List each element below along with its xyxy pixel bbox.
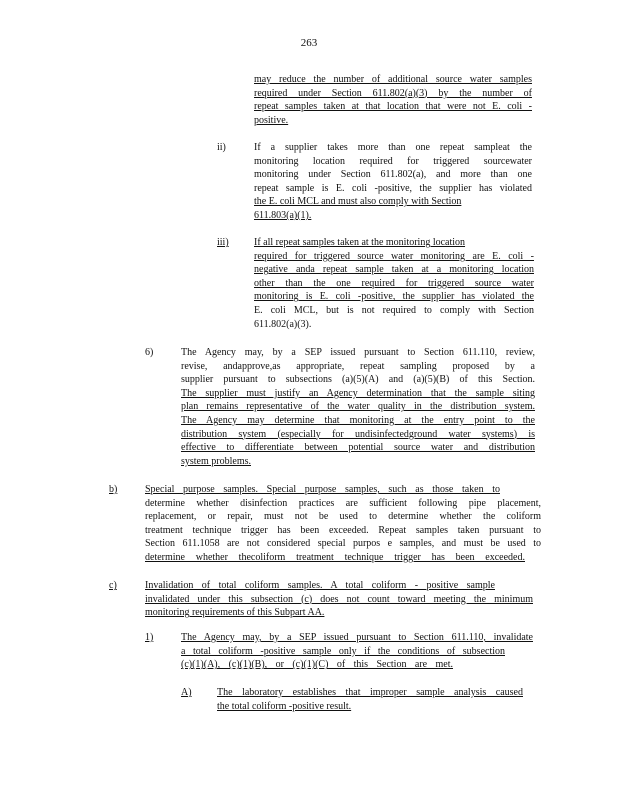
paragraph-6	[181, 346, 535, 468]
paragraph-A	[217, 686, 523, 713]
text-line: system problems.	[181, 455, 251, 467]
text-line: 611.803(a)(1).	[254, 209, 312, 221]
text-line: Invalidation of total coliform samples. A total coliform - positive sample	[145, 580, 495, 591]
paragraph-ii	[254, 141, 532, 223]
paragraph-continuation	[254, 73, 532, 127]
text-line: treatment technique trigger has been exceeded. Repeat samples taken pursuant to	[145, 524, 541, 536]
text-line: If a supplier takes more than one repeat sampleat the	[254, 142, 532, 153]
text-line: repeat samples taken at that location that were not E. coli -	[254, 101, 532, 113]
text-line: plan remains representative of the water quality in the distribution system.	[181, 401, 535, 413]
text-line: monitoring requirements of this Subpart AA.	[145, 607, 325, 619]
text-line: the E. coli MCL and must also comply with Section	[254, 196, 462, 208]
text-line: distribution system (especially for undisinfectedground water systems) is	[181, 428, 535, 440]
text-line: required under Section 611.802(a)(3) by the number of	[254, 87, 532, 99]
text-line: required for triggered source water monitoring are E. coli -	[254, 250, 534, 262]
paragraph-b	[145, 483, 541, 565]
text-line: determine whether thecoliform treatment technique trigger has been exceeded.	[145, 551, 525, 563]
text-line: repeat sample is E. coli -positive, the supplier has violated	[254, 182, 532, 194]
text-line: monitoring is E. coli -positive, the supplier has violated the	[254, 291, 534, 303]
text-line: Special purpose samples. Special purpose samples, such as those taken to	[145, 484, 500, 495]
list-marker: iii)	[217, 237, 229, 248]
text-line: effective to differentiate between potential source water and distribution	[181, 442, 535, 454]
text-line: negative anda repeat sample taken at a monitoring location	[254, 264, 534, 276]
text-line: 611.802(a)(3).	[254, 318, 312, 330]
text-line: monitoring under Section 611.802(a), and more than one	[254, 169, 532, 181]
page-number: 263	[300, 37, 318, 49]
text-line: replacement, or repair, must not be used to determine whether the coliform	[145, 511, 541, 523]
text-line: E. coli MCL, but is not required to comply with Section	[254, 304, 534, 316]
list-marker: c)	[109, 580, 117, 591]
paragraph-c	[145, 579, 533, 620]
text-line: The laboratory establishes that improper sample analysis caused	[217, 687, 523, 698]
text-line: The Agency may determine that monitoring at the entry point to the	[181, 414, 535, 426]
list-marker: A)	[181, 687, 192, 698]
text-line: positive.	[254, 114, 289, 126]
text-line: Section 611.1058 are not considered special purpos e samples, and must be used to	[145, 538, 541, 550]
text-line: determine whether disinfection practices are sufficient following pipe placement,	[145, 497, 541, 509]
text-line: may reduce the number of additional source water samples	[254, 74, 532, 85]
text-line: If all repeat samples taken at the monitoring location	[254, 237, 466, 248]
paragraph-1	[181, 631, 533, 672]
text-line: The supplier must justify an Agency determination that the sample siting	[181, 387, 535, 399]
text-line: The Agency may, by a SEP issued pursuant to Section 611.110, invalidate	[181, 632, 533, 643]
text-line: invalidated under this subsection (c) does not count toward meeting the minimum	[145, 593, 533, 605]
text-line: The Agency may, by a SEP issued pursuant to Section 611.110, review,	[181, 347, 535, 358]
list-marker: 6)	[145, 347, 154, 358]
text-line: monitoring location required for triggered sourcewater	[254, 155, 532, 167]
text-line: supplier pursuant to subsections (a)(5)(A) and (a)(5)(B) of this Section.	[181, 374, 535, 386]
text-line: revise, andapprove,as appropriate, repeat sampling proposed by a	[181, 360, 535, 372]
list-marker: 1)	[145, 632, 154, 643]
text-line: (c)(1)(A), (c)(1)(B), or (c)(1)(C) of this Section are met.	[181, 659, 453, 671]
list-marker: b)	[109, 484, 118, 495]
text-line: other than the one required for triggered source water	[254, 277, 534, 289]
text-line: a total coliform -positive sample only if the conditions of subsection	[181, 645, 505, 657]
paragraph-iii	[254, 236, 534, 331]
list-marker: ii)	[217, 142, 226, 153]
text-line: the total coliform -positive result.	[217, 700, 352, 712]
